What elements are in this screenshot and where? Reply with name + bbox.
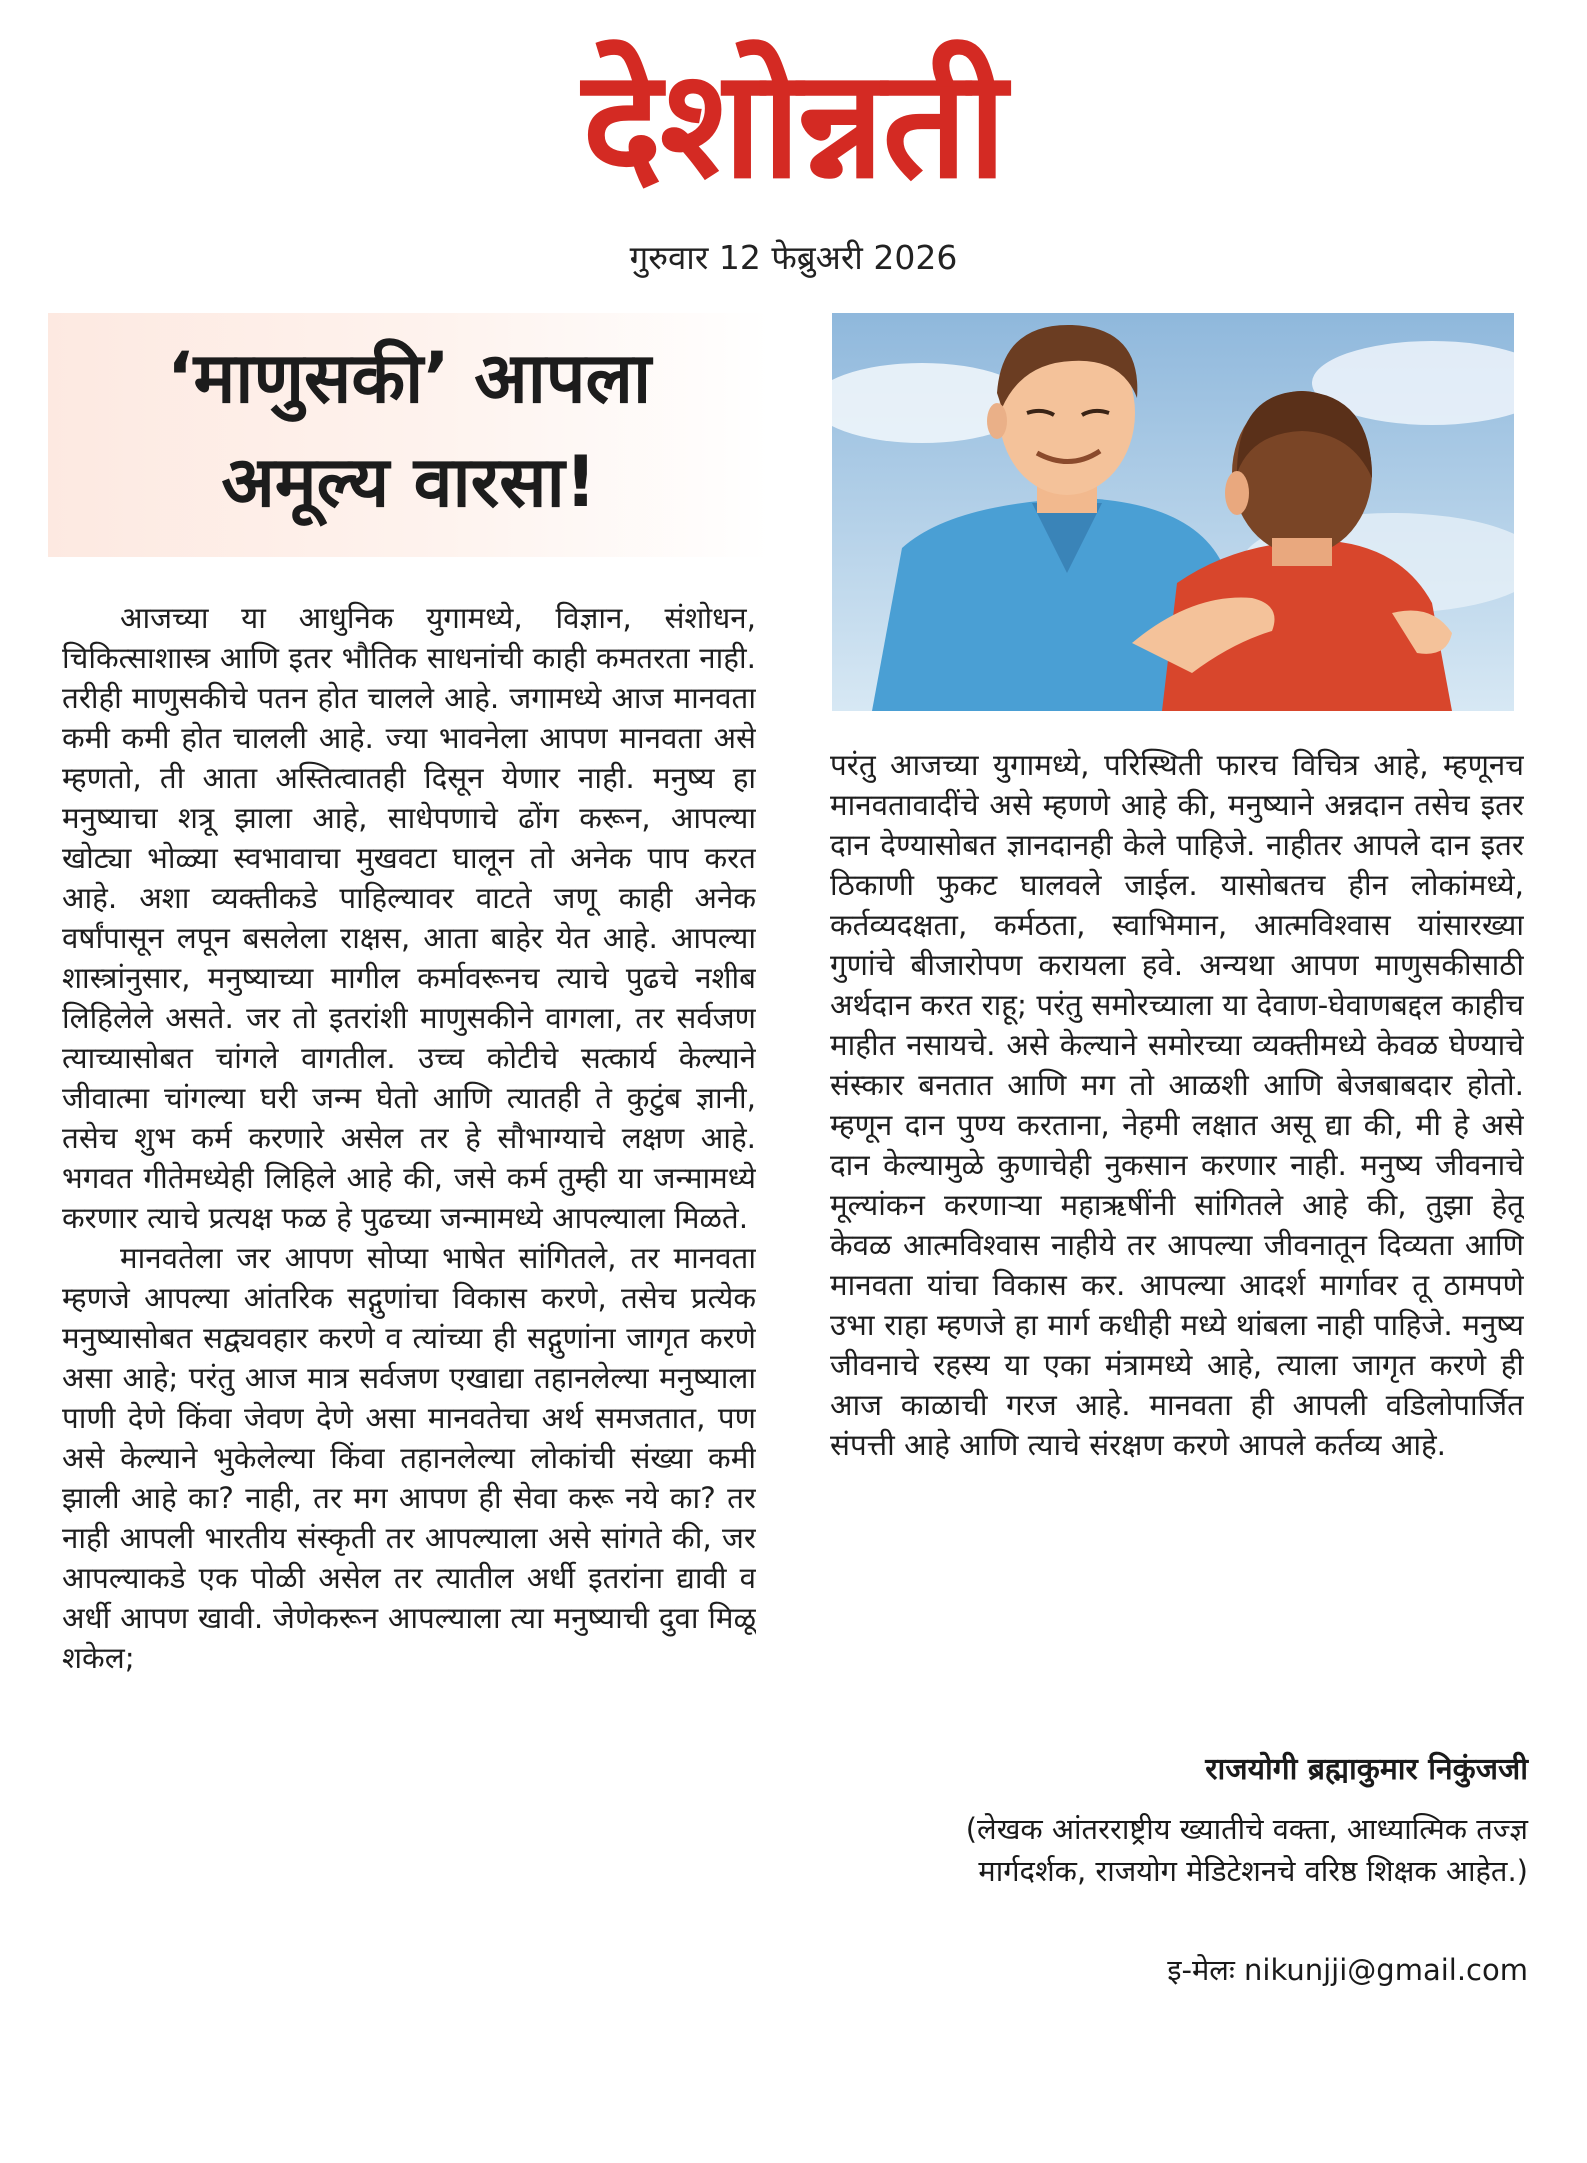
- paragraph: आजच्या या आधुनिक युगामध्ये, विज्ञान, संशोधन, चिकित्साशास्त्र आणि इतर भौतिक साधनांची काही कमतरता नाही. तरीही माणुसकीचे पतन होत चालले आहे. जगामध्ये आज मानवता कमी कमी होत चालली आहे. ज्या भावनेला आपण मानवता असे म्हणतो, ती आता अस्तित्वातही दिसून येणार नाही. मनुष्य हा मनुष्याचा शत्रू झाला आहे, साधेपणाचे ढोंग करून, आपल्या खोट्या भोळ्या स्वभावाचा मुखवटा घालून तो अनेक पाप करत आहे. अशा व्यक्तीकडे पाहिल्यावर वाटते जणू काही अनेक वर्षांपासून लपून बसलेला राक्षस, आता बाहेर येत आहे. आपल्या शास्त्रांनुसार, मनुष्याच्या मागील कर्मावरूनच त्याचे पुढचे नशीब लिहिलेले असते. जर तो इतरांशी माणुसकीने वागला, तर सर्वजण त्याच्यासोबत चांगले वागतील. उच्च कोटीचे सत्कार्य केल्याने जीवात्मा चांगल्या घरी जन्म घेतो आणि त्यातही ते कुटुंब ज्ञानी, तसेच शुभ कर्म करणारे असेल तर हे सौभाग्याचे लक्षण आहे. भगवत गीतेमध्येही लिहिले आहे की, जसे कर्म तुम्ही या जन्मामध्ये करणार त्याचे प्रत्यक्ष फळ हे पुढच्या जन्मामध्ये आपल्याला मिळते.: [62, 601, 756, 1235]
- author-name: राजयोगी ब्रह्माकुमार निकुंजजी: [1205, 1752, 1528, 1787]
- man-comforting-boy-illustration: [832, 313, 1514, 711]
- article-column-right: [830, 745, 1524, 1665]
- logo-text: देशोन्नती: [582, 38, 1005, 212]
- paragraph: मानवतेला जर आपण सोप्या भाषेत सांगितले, तर मानवता म्हणजे आपल्या आंतरिक सद्गुणांचा विकास करणे, तसेच प्रत्येक मनुष्यासोबत सद्व्यवहार करणे व त्यांच्या ही सद्गुणांना जागृत करणे असा आहे; परंतु आज मात्र सर्वजण एखाद्या तहानलेल्या मनुष्याला पाणी देणे किंवा जेवण देणे असा मानवतेचा अर्थ समजतात, पण असे केल्याने भुकेलेल्या किंवा तहानलेल्या लोकांची संख्या कमी झाली आहे का? नाही, तर मग आपण ही सेवा करू नये का? तर नाही आपली भारतीय संस्कृती तर आपल्याला असे सांगते की, जर आपल्याकडे एक पोळी असेल तर त्यातील अर्धी इतरांना द्यावी व अर्धी आपण खावी. जेणेकरून आपल्याला त्या मनुष्याची दुवा मिळू शकेल;: [62, 1241, 756, 1675]
- author-note: (लेखक आंतरराष्ट्रीय ख्यातीचे वक्ता, आध्यात्मिक तज्ज्ञ मार्गदर्शक, राजयोग मेडिटेशनचे वरिष्ठ शिक्षक आहेत.): [965, 1812, 1528, 1888]
- paragraph: परंतु आजच्या युगामध्ये, परिस्थिती फारच विचित्र आहे, म्हणूनच मानवतावादींचे असे म्हणणे आहे की, मनुष्याने अन्नदान तसेच इतर दान देण्यासोबत ज्ञानदानही केले पाहिजे. नाहीतर आपले दान इतर ठिकाणी फुकट घालवले जाईल. यासोबतच हीन लोकांमध्ये, कर्तव्यदक्षता, कर्मठता, स्वाभिमान, आत्मविश्वास यांसारख्या गुणांचे बीजारोपण करायला हवे. अन्यथा आपण माणुसकीसाठी अर्थदान करत राहू; परंतु समोरच्याला या देवाण-घेवाणबद्दल काहीच माहीत नसायचे. असे केल्याने समोरच्या व्यक्तीमध्ये केवळ घेण्याचे संस्कार बनतात आणि मग तो आळशी आणि बेजबाबदार होतो. म्हणून दान पुण्य करताना, नेहमी लक्षात असू द्या की, मी हे असे दान केल्यामुळे कुणाचेही नुकसान करणार नाही. मनुष्य जीवनाचे मूल्यांकन करणाऱ्या महाऋषींनी सांगितले आहे की, तुझा हेतू केवळ आत्मविश्वास नाहीये तर आपल्या जीवनातून दिव्यता आणि मानवता यांचा विकास कर. आपल्या आदर्श मार्गावर तू ठामपणे उभा राहा म्हणजे हा मार्ग कधीही मध्ये थांबला नाही पाहिजे. मनुष्य जीवनाचे रहस्य या एका मंत्रामध्ये आहे, त्याला जागृत करणे ही आज काळाची गरज आहे. मानवता ही आपली वडिलोपार्जित संपत्ती आहे आणि त्याचे संरक्षण करणे आपले कर्तव्य आहे.: [830, 748, 1524, 1462]
- author-email: इ-मेलः nikunjji@gmail.com: [1167, 1953, 1528, 1987]
- article-headline: [48, 326, 770, 534]
- headline-line-2: अमूल्य वारसा!: [221, 441, 597, 523]
- article-column-left: [62, 598, 756, 2143]
- publication-date: गुरुवार 12 फेब्रुअरी 2026: [629, 238, 958, 277]
- headline-line-1: ‘माणुसकी’ आपला: [166, 337, 652, 419]
- newspaper-logo: [0, 40, 1587, 210]
